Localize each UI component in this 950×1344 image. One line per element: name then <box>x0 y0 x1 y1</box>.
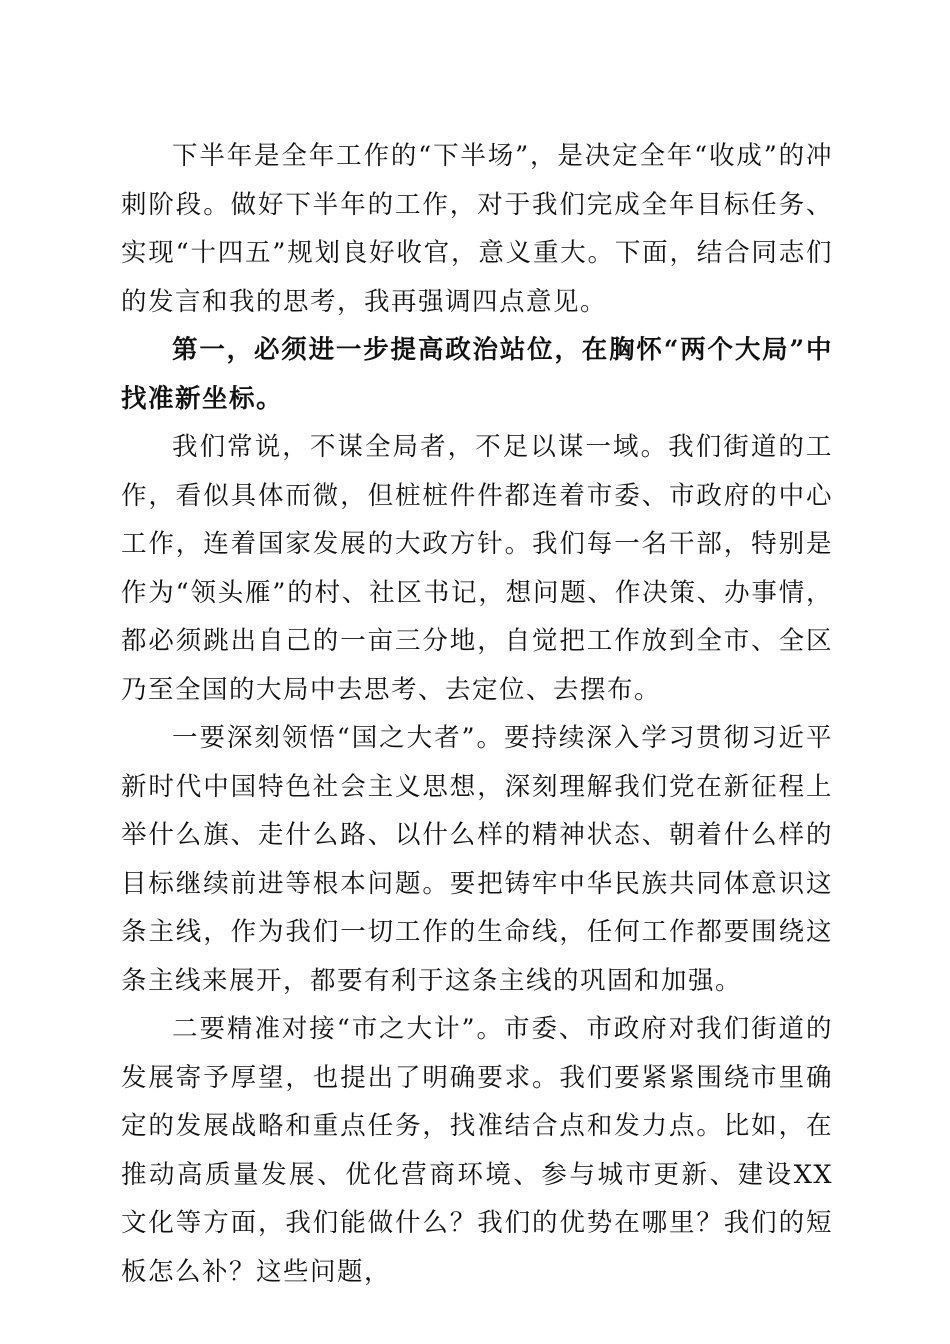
paragraph-point-one: 一要深刻领悟“国之大者”。要持续深入学习贯彻习近平新时代中国特色社会主义思想，深刻理解我们党在新征程上举什么旗、走什么路、以什么样的精神状态、朝着什么样的目标继续前进等根本问题。要把铸牢中华民族共同体意识这条主线，作为我们一切工作的生命线，任何工作都要围绕这条主线来展开，都要有利于这条主线的巩固和加强。 <box>121 723 833 996</box>
paragraph-overall-situation: 我们常说，不谋全局者，不足以谋一域。我们街道的工作，看似具体而微，但桩桩件件都连着市委、市政府的中心工作，连着国家发展的大政方针。我们每一名干部，特别是作为“领头雁”的村、社区书记，想问题、作决策、办事情，都必须跳出自己的一亩三分地，自觉把工作放到全市、全区乃至全国的大局中去思考、去定位、去摆布。 <box>121 432 833 705</box>
paragraph-point-two: 二要精准对接“市之大计”。市委、市政府对我们街道的发展寄予厚望，也提出了明确要求。我们要紧紧围绕市里确定的发展战略和重点任务，找准结合点和发力点。比如，在推动高质量发展、优化营商环境、参与城市更新、建设XX文化等方面，我们能做什么？我们的优势在哪里？我们的短板怎么补？这些问题， <box>121 1014 833 1287</box>
document-body <box>121 132 833 1296</box>
section-heading-first: 第一，必须进一步提高政治站位，在胸怀“两个大局”中找准新坐标。 <box>121 335 833 414</box>
paragraph-intro: 下半年是全年工作的“下半场”，是决定全年“收成”的冲刺阶段。做好下半年的工作，对于我们完成全年目标任务、实现“十四五”规划良好收官，意义重大。下面，结合同志们的发言和我的思考，我再强调四点意见。 <box>121 141 833 317</box>
